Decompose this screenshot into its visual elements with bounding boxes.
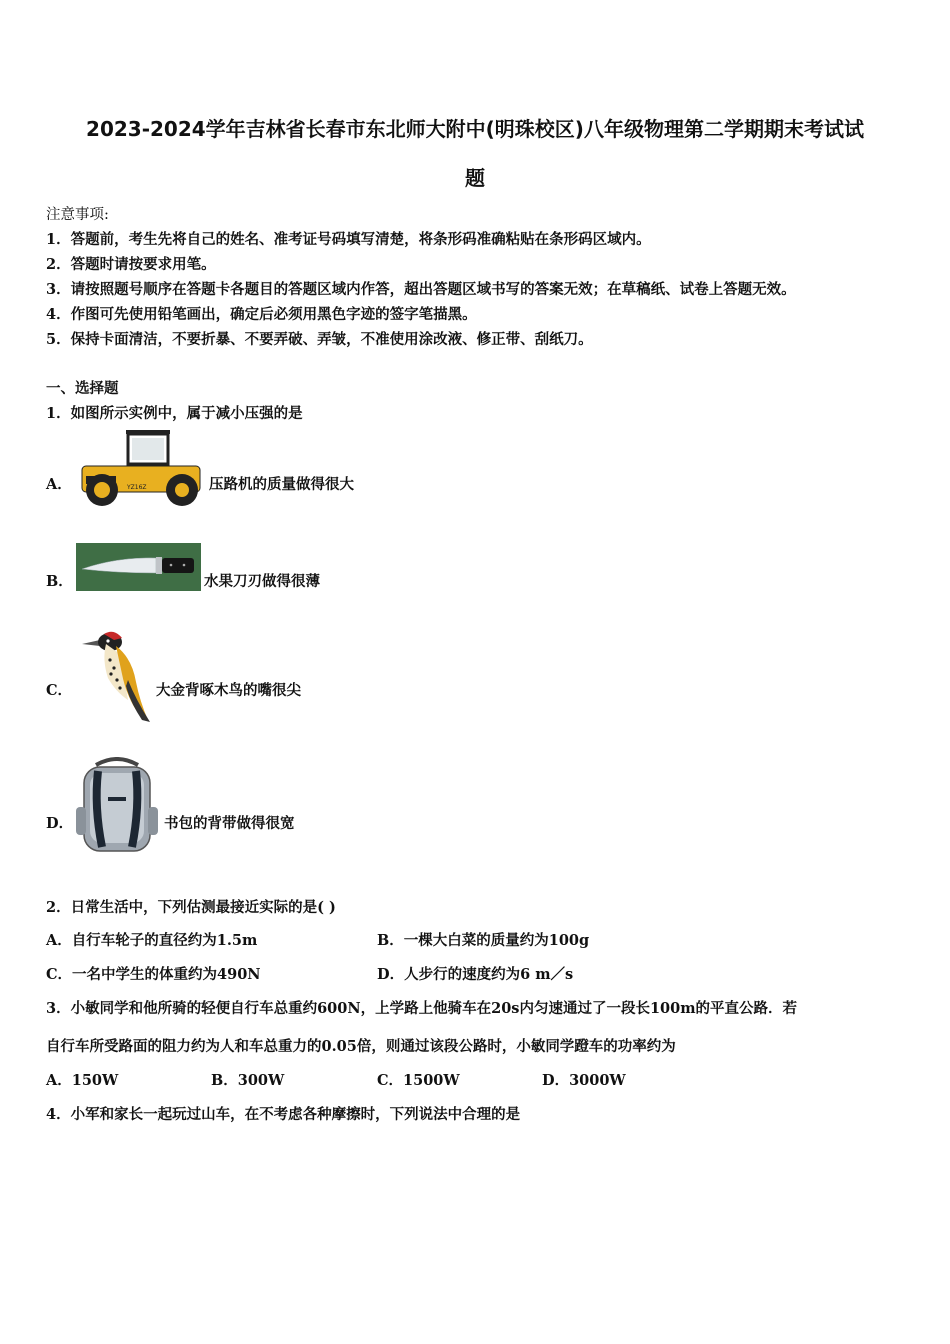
- q1-option-a-text: 压路机的质量做得很大: [209, 476, 354, 493]
- note-item-4: 4．作图可先使用铅笔画出，确定后必须用黑色字迹的签字笔描黑。: [46, 306, 477, 323]
- q1-option-c-text: 大金背啄木鸟的嘴很尖: [156, 682, 301, 699]
- woodpecker-image: [78, 630, 158, 724]
- q3-stem-line1: 3．小敏同学和他所骑的轻便自行车总重约600N，上学路上他骑车在20s内匀速通过了一段长100m的平直公路．若: [46, 1000, 798, 1017]
- exam-title-line2: 题: [465, 166, 485, 190]
- q3-stem-line2: 自行车所受路面的阻力约为人和车总重力的0.05倍，则通过该段公路时，小敏同学蹬车的功率约为: [46, 1038, 676, 1055]
- q1-option-d-letter: D．: [46, 815, 74, 832]
- knife-image: [76, 543, 201, 591]
- exam-title-line1: 2023-2024学年吉林省长春市东北师大附中(明珠校区)八年级物理第二学期期末考试试: [86, 117, 864, 141]
- q3-option-b: B．300W: [211, 1072, 285, 1089]
- q2-option-a: A．自行车轮子的直径约为1.5m: [46, 932, 258, 949]
- q1-option-b-letter: B．: [46, 573, 73, 590]
- q1-stem: 1．如图所示实例中，属于减小压强的是: [46, 405, 303, 422]
- note-item-2: 2．答题时请按要求用笔。: [46, 256, 216, 273]
- backpack-image: [72, 757, 162, 857]
- q4-stem: 4．小军和家长一起玩过山车，在不考虑各种摩擦时，下列说法中合理的是: [46, 1106, 521, 1123]
- note-item-1: 1．答题前，考生先将自己的姓名、准考证号码填写清楚，将条形码准确粘贴在条形码区域内。: [46, 231, 651, 248]
- notes-heading: 注意事项:: [46, 207, 109, 223]
- road-roller-image: [80, 428, 204, 508]
- q3-option-a: A．150W: [46, 1072, 119, 1089]
- q2-option-d: D．人步行的速度约为6 m／s: [377, 966, 574, 983]
- q1-option-c-letter: C．: [46, 682, 73, 699]
- q1-option-a-letter: A．: [46, 476, 72, 493]
- note-item-5: 5．保持卡面清洁，不要折暴、不要弄破、弄皱，不准使用涂改液、修正带、刮纸刀。: [46, 331, 593, 348]
- q3-option-c: C．1500W: [377, 1072, 460, 1089]
- q2-option-b: B．一棵大白菜的质量约为100g: [377, 932, 590, 949]
- q2-stem: 2．日常生活中，下列估测最接近实际的是( ): [46, 899, 336, 916]
- roller-label: YZ16Z: [127, 484, 147, 491]
- q3-option-d: D．3000W: [542, 1072, 626, 1089]
- section-heading: 一、选择题: [46, 380, 119, 397]
- note-item-3: 3．请按照题号顺序在答题卡各题目的答题区域内作答，超出答题区域书写的答案无效；在草稿纸、试卷上答题无效。: [46, 281, 796, 298]
- q1-option-b-text: 水果刀刃做得很薄: [204, 573, 320, 590]
- q1-option-d-text: 书包的背带做得很宽: [164, 815, 295, 832]
- q2-option-c: C．一名中学生的体重约为490N: [46, 966, 261, 983]
